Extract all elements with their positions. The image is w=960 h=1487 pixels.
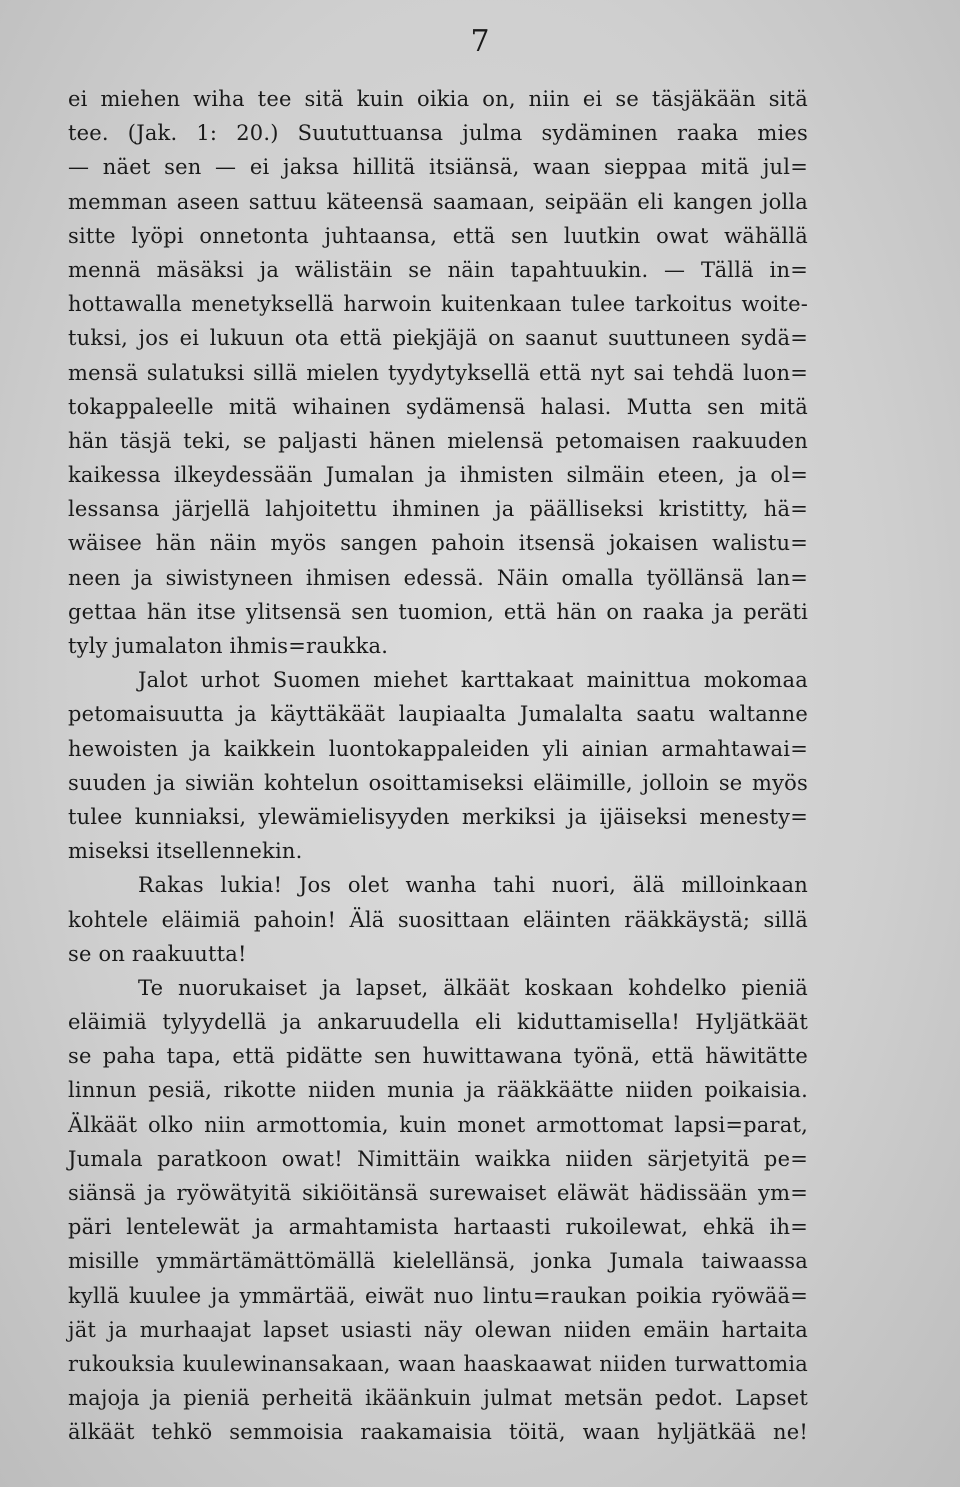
- text-line: kyllä kuulee ja ymmärtää, eiwät nuo lintu=raukan poikia ryöwää=: [68, 1283, 808, 1308]
- text-line: memman aseen sattuu käteensä saamaan, seipään eli kangen jolla: [68, 189, 808, 214]
- text-line: miseksi itsellennekin.: [68, 839, 303, 864]
- text-line: mennä mäsäksi ja wälistäin se näin tapahtuukin. — Tällä in=: [68, 257, 808, 282]
- text-line: majoja ja pieniä perheitä ikäänkuin julmat metsän pedot. Lapset: [68, 1386, 808, 1411]
- text-line: sitte lyöpi onnetonta juhtaansa, että sen luutkin owat wähällä: [68, 223, 808, 248]
- text-line: tuksi, jos ei lukuun ota että piekjäjä on saanut suuttuneen sydä=: [68, 326, 808, 351]
- text-line: Älkäät olko niin armottomia, kuin monet armottomat lapsi=parat,: [68, 1112, 808, 1137]
- text-line: — näet sen — ei jaksa hillitä itsiänsä, waan sieppaa mitä jul=: [68, 155, 808, 180]
- text-line: se on raakuutta!: [68, 941, 247, 966]
- text-line: Rakas lukia! Jos olet wanha tahi nuori, älä milloinkaan: [138, 873, 808, 898]
- text-line: tokappaleelle mitä wihainen sydämensä halasi. Mutta sen mitä: [68, 394, 808, 419]
- text-line: eläimiä tylyydellä ja ankaruudella eli kiduttamisella! Hyljätkäät: [68, 1010, 808, 1035]
- text-line: tyly jumalaton ihmis=raukka.: [68, 634, 389, 658]
- text-line: mensä sulatuksi sillä mielen tyydytyksellä että nyt sai tehdä luon=: [68, 360, 808, 385]
- text-line: älkäät tehkö semmoisia raakamaisia töitä, waan hyljätkää ne!: [68, 1420, 808, 1445]
- text-line: tulee kunniaksi, ylewämielisyyden merkiksi ja ijäiseksi menesty=: [68, 804, 808, 829]
- text-line: Te nuorukaiset ja lapset, älkäät koskaan kohdelko pieniä: [138, 975, 808, 1000]
- text-line: hottawalla menetyksellä harwoin kuitenkaan tulee tarkoitus woite-: [68, 292, 808, 317]
- text-line: hän täsjä teki, se paljasti hänen mielensä petomaisen raakuuden: [68, 428, 808, 453]
- text-line: tee. (Jak. 1: 20.) Suututtuansa julma sydäminen raaka mies: [68, 121, 808, 146]
- text-line: wäisee hän näin myös sangen pahoin itsensä jokaisen walistu=: [68, 531, 808, 556]
- text-line: linnun pesiä, rikotte niiden munia ja rääkkäätte niiden poikaisia.: [68, 1078, 808, 1103]
- text-line: gettaa hän itse ylitsensä sen tuomion, että hän on raaka ja peräti: [68, 599, 808, 624]
- text-line: suuden ja siwiän kohtelun osoittamiseksi eläimille, jolloin se myös: [68, 770, 808, 795]
- text-line: päri lentelewät ja armahtamista hartaasti rukoilewat, ehkä ih=: [68, 1215, 808, 1240]
- text-line: neen ja siwistyneen ihmisen edessä. Näin omalla työllänsä lan=: [68, 565, 808, 590]
- text-line: petomaisuutta ja käyttäkäät laupiaalta Jumalalta saatu waltanne: [68, 702, 808, 727]
- page-text: [68, 82, 808, 1450]
- text-line: rukouksia kuulewinansakaan, waan haaskaawat niiden turwattomia: [68, 1351, 808, 1376]
- text-line: misille ymmärtämättömällä kielellänsä, jonka Jumala taiwaassa: [68, 1249, 808, 1274]
- text-line: kaikessa ilkeydessään Jumalan ja ihmisten silmäin eteen, ja ol=: [68, 463, 808, 488]
- text-line: siänsä ja ryöwätyitä sikiöitänsä surewaiset eläwät hädissään ym=: [68, 1181, 808, 1205]
- text-line: hewoisten ja kaikkein luontokappaleiden yli ainian armahtawai=: [68, 736, 808, 761]
- text-line: lessansa järjellä lahjoitettu ihminen ja päälliseksi kristitty, hä=: [68, 497, 808, 522]
- page-number: 7: [470, 24, 490, 59]
- text-line: kohtele eläimiä pahoin! Älä suosittaan eläinten rääkkäystä; sillä: [68, 907, 808, 932]
- text-line: Jumala paratkoon owat! Nimittäin waikka niiden särjetyitä pe=: [68, 1146, 808, 1171]
- text-line: Jalot urhot Suomen miehet karttakaat mainittua mokomaa: [138, 668, 808, 693]
- text-line: ei miehen wiha tee sitä kuin oikia on, niin ei se täsjäkään sitä: [68, 87, 808, 111]
- text-line: se paha tapa, että pidätte sen huwittawana työnä, että häwitätte: [68, 1044, 808, 1069]
- text-line: jät ja murhaajat lapset usiasti näy olewan niiden emäin hartaita: [68, 1317, 808, 1342]
